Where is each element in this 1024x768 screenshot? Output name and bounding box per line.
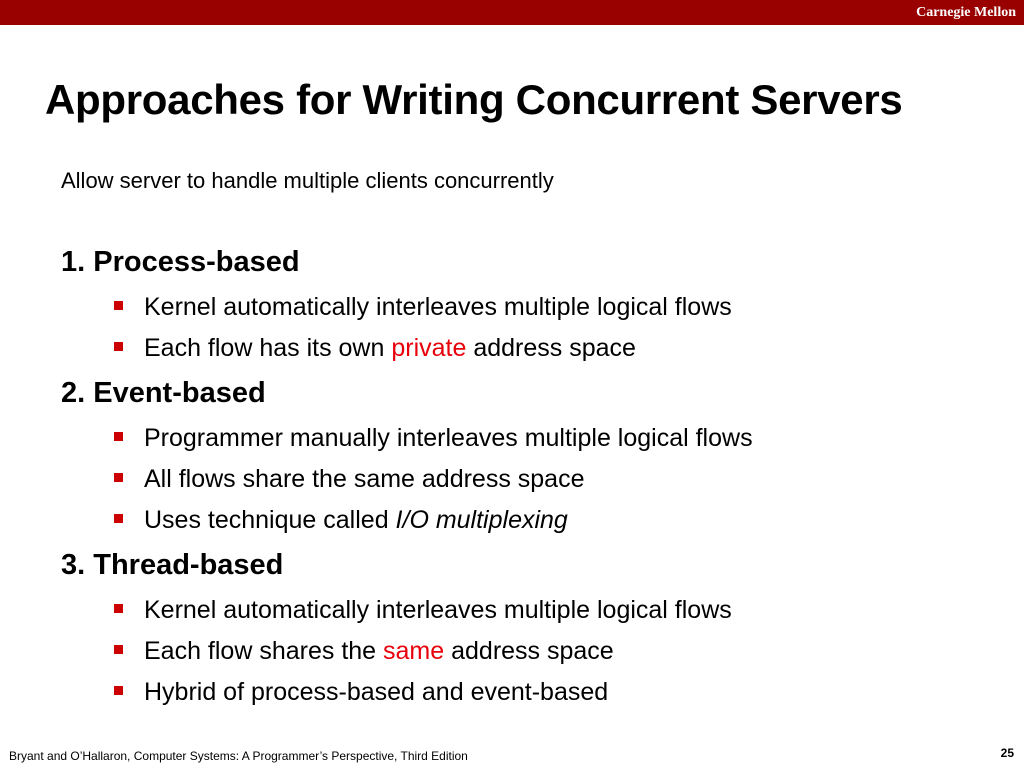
bullet-text-pre: Each flow has its own	[144, 334, 392, 362]
brand-label: Carnegie Mellon	[916, 5, 1016, 20]
section-heading-event: 2. Event-based	[61, 377, 266, 409]
bullet-text: Programmer manually interleaves multiple logical flows	[144, 424, 753, 452]
bullet-text: Hybrid of process-based and event-based	[144, 678, 609, 706]
highlight-same: same	[383, 637, 445, 665]
bullet-text	[144, 332, 636, 364]
bullet-text: Kernel automatically interleaves multiple logical flows	[144, 596, 732, 624]
bullet-text-post: address space	[444, 637, 614, 665]
bullet-text	[144, 635, 614, 667]
square-bullet-icon	[114, 645, 123, 654]
bullet-text: All flows share the same address space	[144, 465, 585, 493]
bullet-text: Kernel automatically interleaves multiple logical flows	[144, 293, 732, 321]
italic-io-multiplexing: I/O multiplexing	[395, 506, 568, 534]
slide-title: Approaches for Writing Concurrent Servers	[45, 76, 903, 123]
square-bullet-icon	[114, 686, 123, 695]
square-bullet-icon	[114, 604, 123, 613]
bullet-text-post: address space	[466, 334, 636, 362]
section-heading-process: 1. Process-based	[61, 246, 300, 278]
page-number: 25	[1000, 746, 1014, 760]
bullet-text	[144, 504, 568, 536]
square-bullet-icon	[114, 514, 123, 523]
bullet-text-pre: Uses technique called	[144, 506, 396, 534]
section-heading-thread: 3. Thread-based	[61, 549, 284, 581]
slide-intro: Allow server to handle multiple clients concurrently	[61, 168, 554, 193]
footer-citation: Bryant and O’Hallaron, Computer Systems: A Programmer’s Perspective, Third Edition	[9, 749, 468, 763]
square-bullet-icon	[114, 342, 123, 351]
square-bullet-icon	[114, 432, 123, 441]
square-bullet-icon	[114, 301, 123, 310]
bullet-text-pre: Each flow shares the	[144, 637, 384, 665]
header-bar	[0, 0, 1024, 25]
highlight-private: private	[391, 334, 467, 362]
square-bullet-icon	[114, 473, 123, 482]
